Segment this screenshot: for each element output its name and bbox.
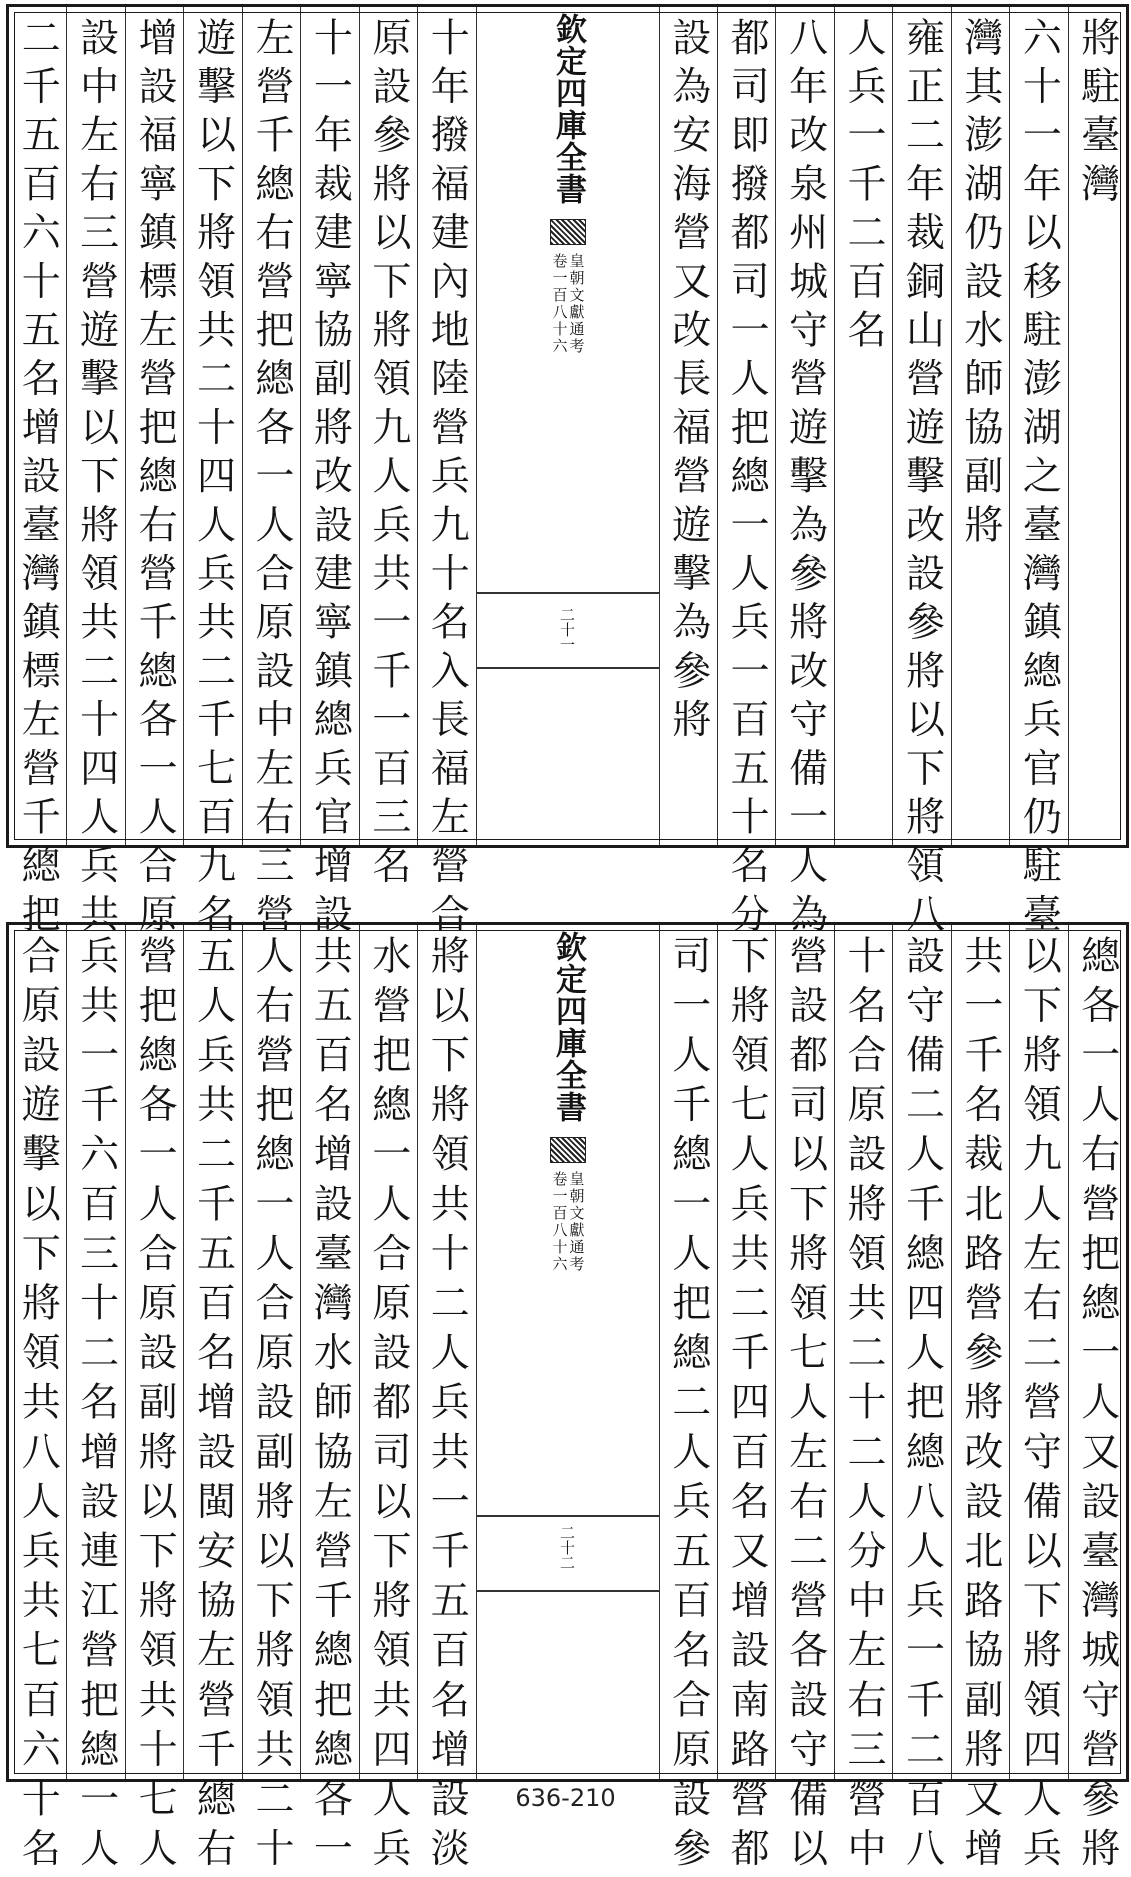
text-column xyxy=(125,7,183,943)
column-text: 左營千總右營把總各一人合原設中左右三營 xyxy=(248,17,294,943)
text-column xyxy=(1068,925,1126,1877)
column-text: 十年撥福建內地陸營兵九十名入長福左營合 xyxy=(424,17,470,943)
center-spine xyxy=(476,925,659,1779)
column-text: 十名合原設將領共二十二人分中左右三營中 xyxy=(841,935,887,1877)
column-text: 營把總各一人合原設副將以下將領共十七人 xyxy=(132,935,178,1877)
text-column xyxy=(951,7,1009,845)
column-text: 共五百名增設臺灣水師協左營千總把總各一 xyxy=(307,935,353,1877)
column-text: 十一年裁建寧協副將改設建寧鎮總兵官增設 xyxy=(307,17,353,943)
folio-number: 二十二 xyxy=(558,1525,576,1570)
page-footer-number: 636-210 xyxy=(515,1784,616,1812)
column-text: 總各一人右營把總一人又設臺灣城守營參將 xyxy=(1074,935,1120,1877)
column-text: 人右營把總一人合原設副將以下將領共二十 xyxy=(248,935,294,1877)
spine-divider xyxy=(477,592,659,594)
spine-volume: 卷一百八十六 xyxy=(550,253,569,355)
text-column xyxy=(892,7,950,943)
column-text: 二千五百六十五名增設臺灣鎮標左營千總把 xyxy=(15,17,61,943)
spine-subtitle xyxy=(552,1171,584,1273)
spine-subtitle xyxy=(552,253,584,355)
text-column xyxy=(242,925,300,1877)
top-page xyxy=(6,4,1129,943)
text-column xyxy=(892,925,950,1877)
spine-volume: 卷一百八十六 xyxy=(550,1171,569,1273)
text-column xyxy=(834,925,892,1877)
text-column xyxy=(242,7,300,943)
text-column xyxy=(417,925,475,1877)
text-column xyxy=(300,7,358,943)
column-text: 原設參將以下將領九人兵共一千一百三名 xyxy=(365,17,411,894)
book-title: 欽定四庫全書 xyxy=(550,13,586,205)
text-column xyxy=(66,925,124,1877)
column-text: 設守備二人千總四人把總八人兵一千二百八 xyxy=(899,935,945,1877)
column-text: 以下將領九人左右二營守備以下將領四人兵 xyxy=(1016,935,1062,1877)
column-text: 設為安海營又改長福營遊擊為參將 xyxy=(665,17,711,748)
text-column xyxy=(9,925,66,1877)
fish-tail-mark-icon xyxy=(550,1137,586,1163)
text-column xyxy=(659,925,717,1877)
column-text: 八年改泉州城守營遊擊為參將改守備一人為 xyxy=(782,17,828,943)
column-text: 將以下將領共十二人兵共一千五百名增設淡 xyxy=(424,935,470,1877)
text-column xyxy=(359,7,417,894)
column-text: 兵共一千六百三十二名增設連江營把總一人 xyxy=(73,935,119,1877)
text-column xyxy=(359,925,417,1877)
column-text: 將駐臺灣 xyxy=(1074,17,1120,212)
text-column xyxy=(9,7,66,943)
text-column xyxy=(717,7,775,943)
column-text: 營設都司以下將領七人左右二營各設守備以 xyxy=(782,935,828,1877)
spine-source: 皇朝文獻通考 xyxy=(567,253,586,355)
column-text: 水營把總一人合原設都司以下將領共四人兵 xyxy=(365,935,411,1877)
spine-source: 皇朝文獻通考 xyxy=(567,1171,586,1273)
text-column xyxy=(659,7,717,845)
column-text: 共一千名裁北路營參將改設北路協副將又增 xyxy=(957,935,1003,1877)
text-column xyxy=(183,925,241,1877)
column-text: 五人兵共二千五百名增設閩安協左營千總右 xyxy=(190,935,236,1877)
text-column xyxy=(1068,7,1126,845)
text-column xyxy=(834,7,892,845)
center-spine xyxy=(476,7,659,845)
text-column xyxy=(417,7,475,943)
column-text: 司一人千總一人把總二人兵五百名合原設參 xyxy=(665,935,711,1877)
column-text: 灣其澎湖仍設水師協副將 xyxy=(957,17,1003,553)
spine-divider xyxy=(477,667,659,669)
column-text: 雍正二年裁銅山營遊擊改設參將以下將領八 xyxy=(899,17,945,943)
column-text: 人兵一千二百名 xyxy=(841,17,887,358)
column-text: 六十一年以移駐澎湖之臺灣鎮總兵官仍駐臺 xyxy=(1016,17,1062,943)
column-text: 下將領七人兵共二千四百名又增設南路營都 xyxy=(724,935,770,1877)
column-text: 合原設遊擊以下將領共八人兵共七百六十名 xyxy=(15,935,61,1877)
column-text: 都司即撥都司一人把總一人兵一百五十名分 xyxy=(724,17,770,943)
text-column xyxy=(951,925,1009,1877)
text-column xyxy=(125,925,183,1877)
column-text: 遊擊以下將領共二十四人兵共二千七百九名 xyxy=(190,17,236,943)
text-column xyxy=(1009,7,1067,943)
fish-tail-mark-icon xyxy=(550,219,586,245)
text-column xyxy=(1009,925,1067,1877)
folio-number: 二十一 xyxy=(558,607,576,652)
spine-divider xyxy=(477,1515,659,1517)
text-column xyxy=(717,925,775,1877)
text-column xyxy=(775,925,833,1877)
text-column xyxy=(66,7,124,943)
text-column xyxy=(300,925,358,1877)
text-column xyxy=(775,7,833,943)
column-text: 設中左右三營遊擊以下將領共二十四人兵共 xyxy=(73,17,119,943)
text-column xyxy=(183,7,241,943)
book-title: 欽定四庫全書 xyxy=(550,931,586,1123)
column-text: 增設福寧鎮標左營把總右營千總各一人合原 xyxy=(132,17,178,943)
spine-divider xyxy=(477,1590,659,1592)
